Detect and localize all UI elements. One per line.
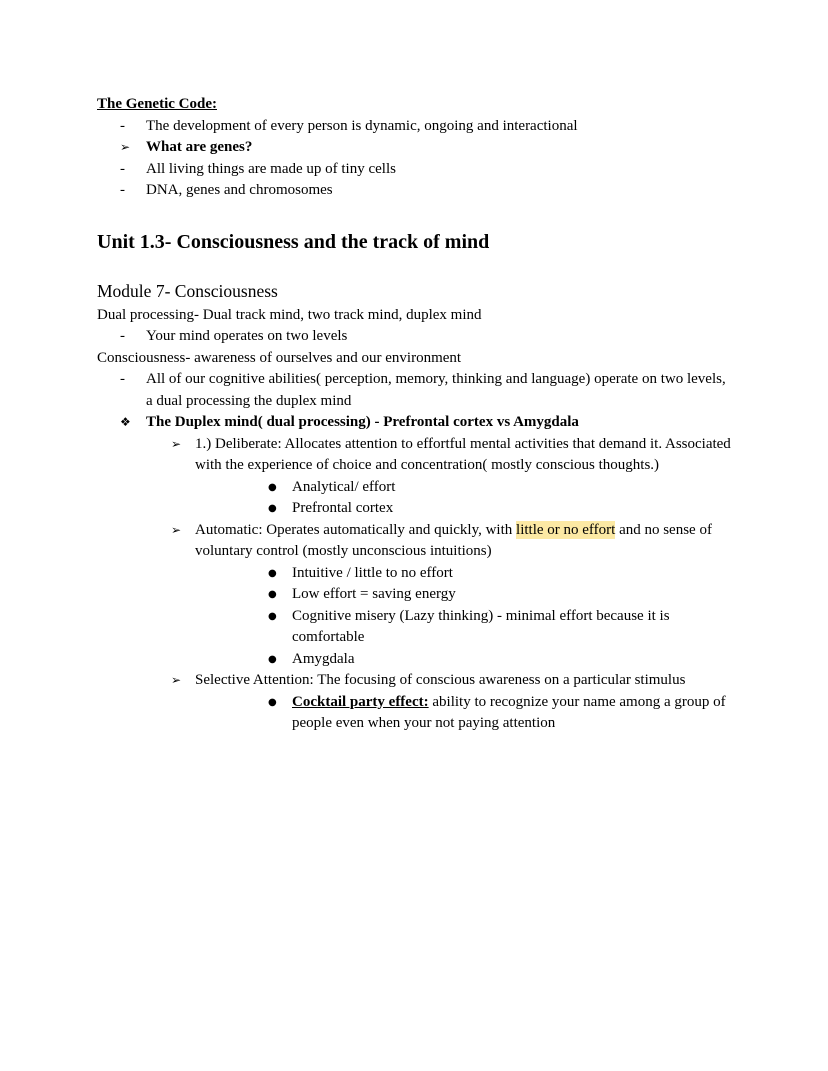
text-content xyxy=(146,159,731,181)
text-run: Selective Attention: The focusing of conscious awareness on a particular stimulus xyxy=(195,672,686,688)
text-run: Your mind operates on two levels xyxy=(146,328,348,344)
dash-bullet: - xyxy=(120,117,125,134)
arrow-bullet: ➢ xyxy=(120,140,131,154)
text-content xyxy=(292,649,731,671)
doc-line xyxy=(97,606,731,649)
dot-bullet: ● xyxy=(268,567,277,579)
dash-bullet: - xyxy=(120,182,125,198)
dot-bullet: ● xyxy=(268,503,277,514)
text-content xyxy=(146,326,731,348)
dot-bullet: ● xyxy=(268,653,277,665)
text-content xyxy=(292,606,731,649)
doc-line xyxy=(97,498,731,520)
text-content xyxy=(146,180,731,202)
text-run: All living things are made up of tiny cells xyxy=(146,160,396,177)
text-content xyxy=(97,305,731,327)
dash-bullet: - xyxy=(120,371,125,387)
doc-line xyxy=(97,649,731,671)
subsection-heading xyxy=(97,279,731,303)
doc-line xyxy=(97,159,731,181)
text-run: Cocktail party effect: xyxy=(292,693,429,710)
text-run: Consciousness- awareness of ourselves and our environment xyxy=(97,349,462,366)
text-content xyxy=(292,692,731,735)
doc-line xyxy=(97,326,731,348)
arrow-bullet: ➢ xyxy=(171,436,182,451)
dot-bullet: ● xyxy=(268,610,277,622)
dot-bullet: ● xyxy=(268,481,277,493)
dot-bullet: ● xyxy=(268,696,277,708)
doc-line xyxy=(97,477,731,499)
text-run: and no sense of voluntary control (mostly unconscious intuitions) xyxy=(195,521,712,559)
arrow-bullet: ➢ xyxy=(171,522,182,537)
text-content xyxy=(146,369,731,412)
doc-line xyxy=(97,348,731,370)
text-content xyxy=(97,348,731,370)
text-run: Cognitive misery (Lazy thinking) - minimal effort because it is comfortable xyxy=(292,607,670,645)
text-run: Amygdala xyxy=(292,650,355,667)
text-run: Automatic: Operates automatically and quickly, with xyxy=(195,521,517,538)
text-run: Intuitive / little to no effort xyxy=(292,564,453,581)
dash-bullet: - xyxy=(120,160,125,177)
text-run: ability to recognize your name among a group of people even when your not paying attention xyxy=(292,693,726,731)
text-run: Analytical/ effort xyxy=(292,478,396,495)
doc-line xyxy=(97,94,731,116)
doc-line xyxy=(97,137,731,159)
text-run: DNA, genes and chromosomes xyxy=(146,182,333,198)
text-content xyxy=(292,477,731,499)
doc-line xyxy=(97,369,731,412)
diamond-bullet: ❖ xyxy=(120,415,131,429)
section-heading xyxy=(97,229,731,255)
doc-line xyxy=(97,180,731,202)
doc-line xyxy=(97,563,731,585)
doc-line xyxy=(97,305,731,327)
text-run: The Genetic Code: xyxy=(97,96,217,112)
text-content xyxy=(97,94,731,116)
text-run: Unit 1.3- Consciousness and the track of mind xyxy=(97,230,490,253)
text-content xyxy=(292,563,731,585)
doc-line xyxy=(97,412,731,434)
text-content xyxy=(146,116,731,138)
text-run: All of our cognitive abilities( perception, memory, thinking and language) operate on two levels, a dual processing the duplex mind xyxy=(146,371,726,409)
text-content xyxy=(292,584,731,606)
highlighted-text: little or no effort xyxy=(516,521,616,538)
text-content xyxy=(97,231,489,253)
text-content xyxy=(146,137,731,159)
text-run: 1.) Deliberate: Allocates attention to effortful mental activities that demand it. Associated with the experience of choice and concentration( mostly conscious thoughts.) xyxy=(195,435,731,473)
doc-line xyxy=(97,520,731,563)
text-run: Prefrontal cortex xyxy=(292,500,394,516)
text-run: Dual processing- Dual track mind, two track mind, duplex mind xyxy=(97,306,482,323)
text-run: Low effort = saving energy xyxy=(292,586,456,602)
text-content xyxy=(195,520,731,563)
text-content xyxy=(97,281,278,301)
text-content xyxy=(292,498,731,520)
doc-line xyxy=(97,692,731,735)
dash-bullet: - xyxy=(120,328,125,344)
text-content xyxy=(195,434,731,477)
text-run: The Duplex mind( dual processing) - Prefrontal cortex vs Amygdala xyxy=(146,414,579,430)
doc-line xyxy=(97,584,731,606)
dot-bullet: ● xyxy=(268,589,277,600)
text-run: Module 7- Consciousness xyxy=(97,280,278,301)
text-content xyxy=(146,412,731,434)
text-run: The development of every person is dynamic, ongoing and interactional xyxy=(146,117,578,134)
doc-line xyxy=(97,434,731,477)
doc-line xyxy=(97,670,731,692)
text-content xyxy=(195,670,731,692)
arrow-bullet: ➢ xyxy=(171,673,182,687)
doc-line xyxy=(97,116,731,138)
text-run: What are genes? xyxy=(146,139,253,155)
